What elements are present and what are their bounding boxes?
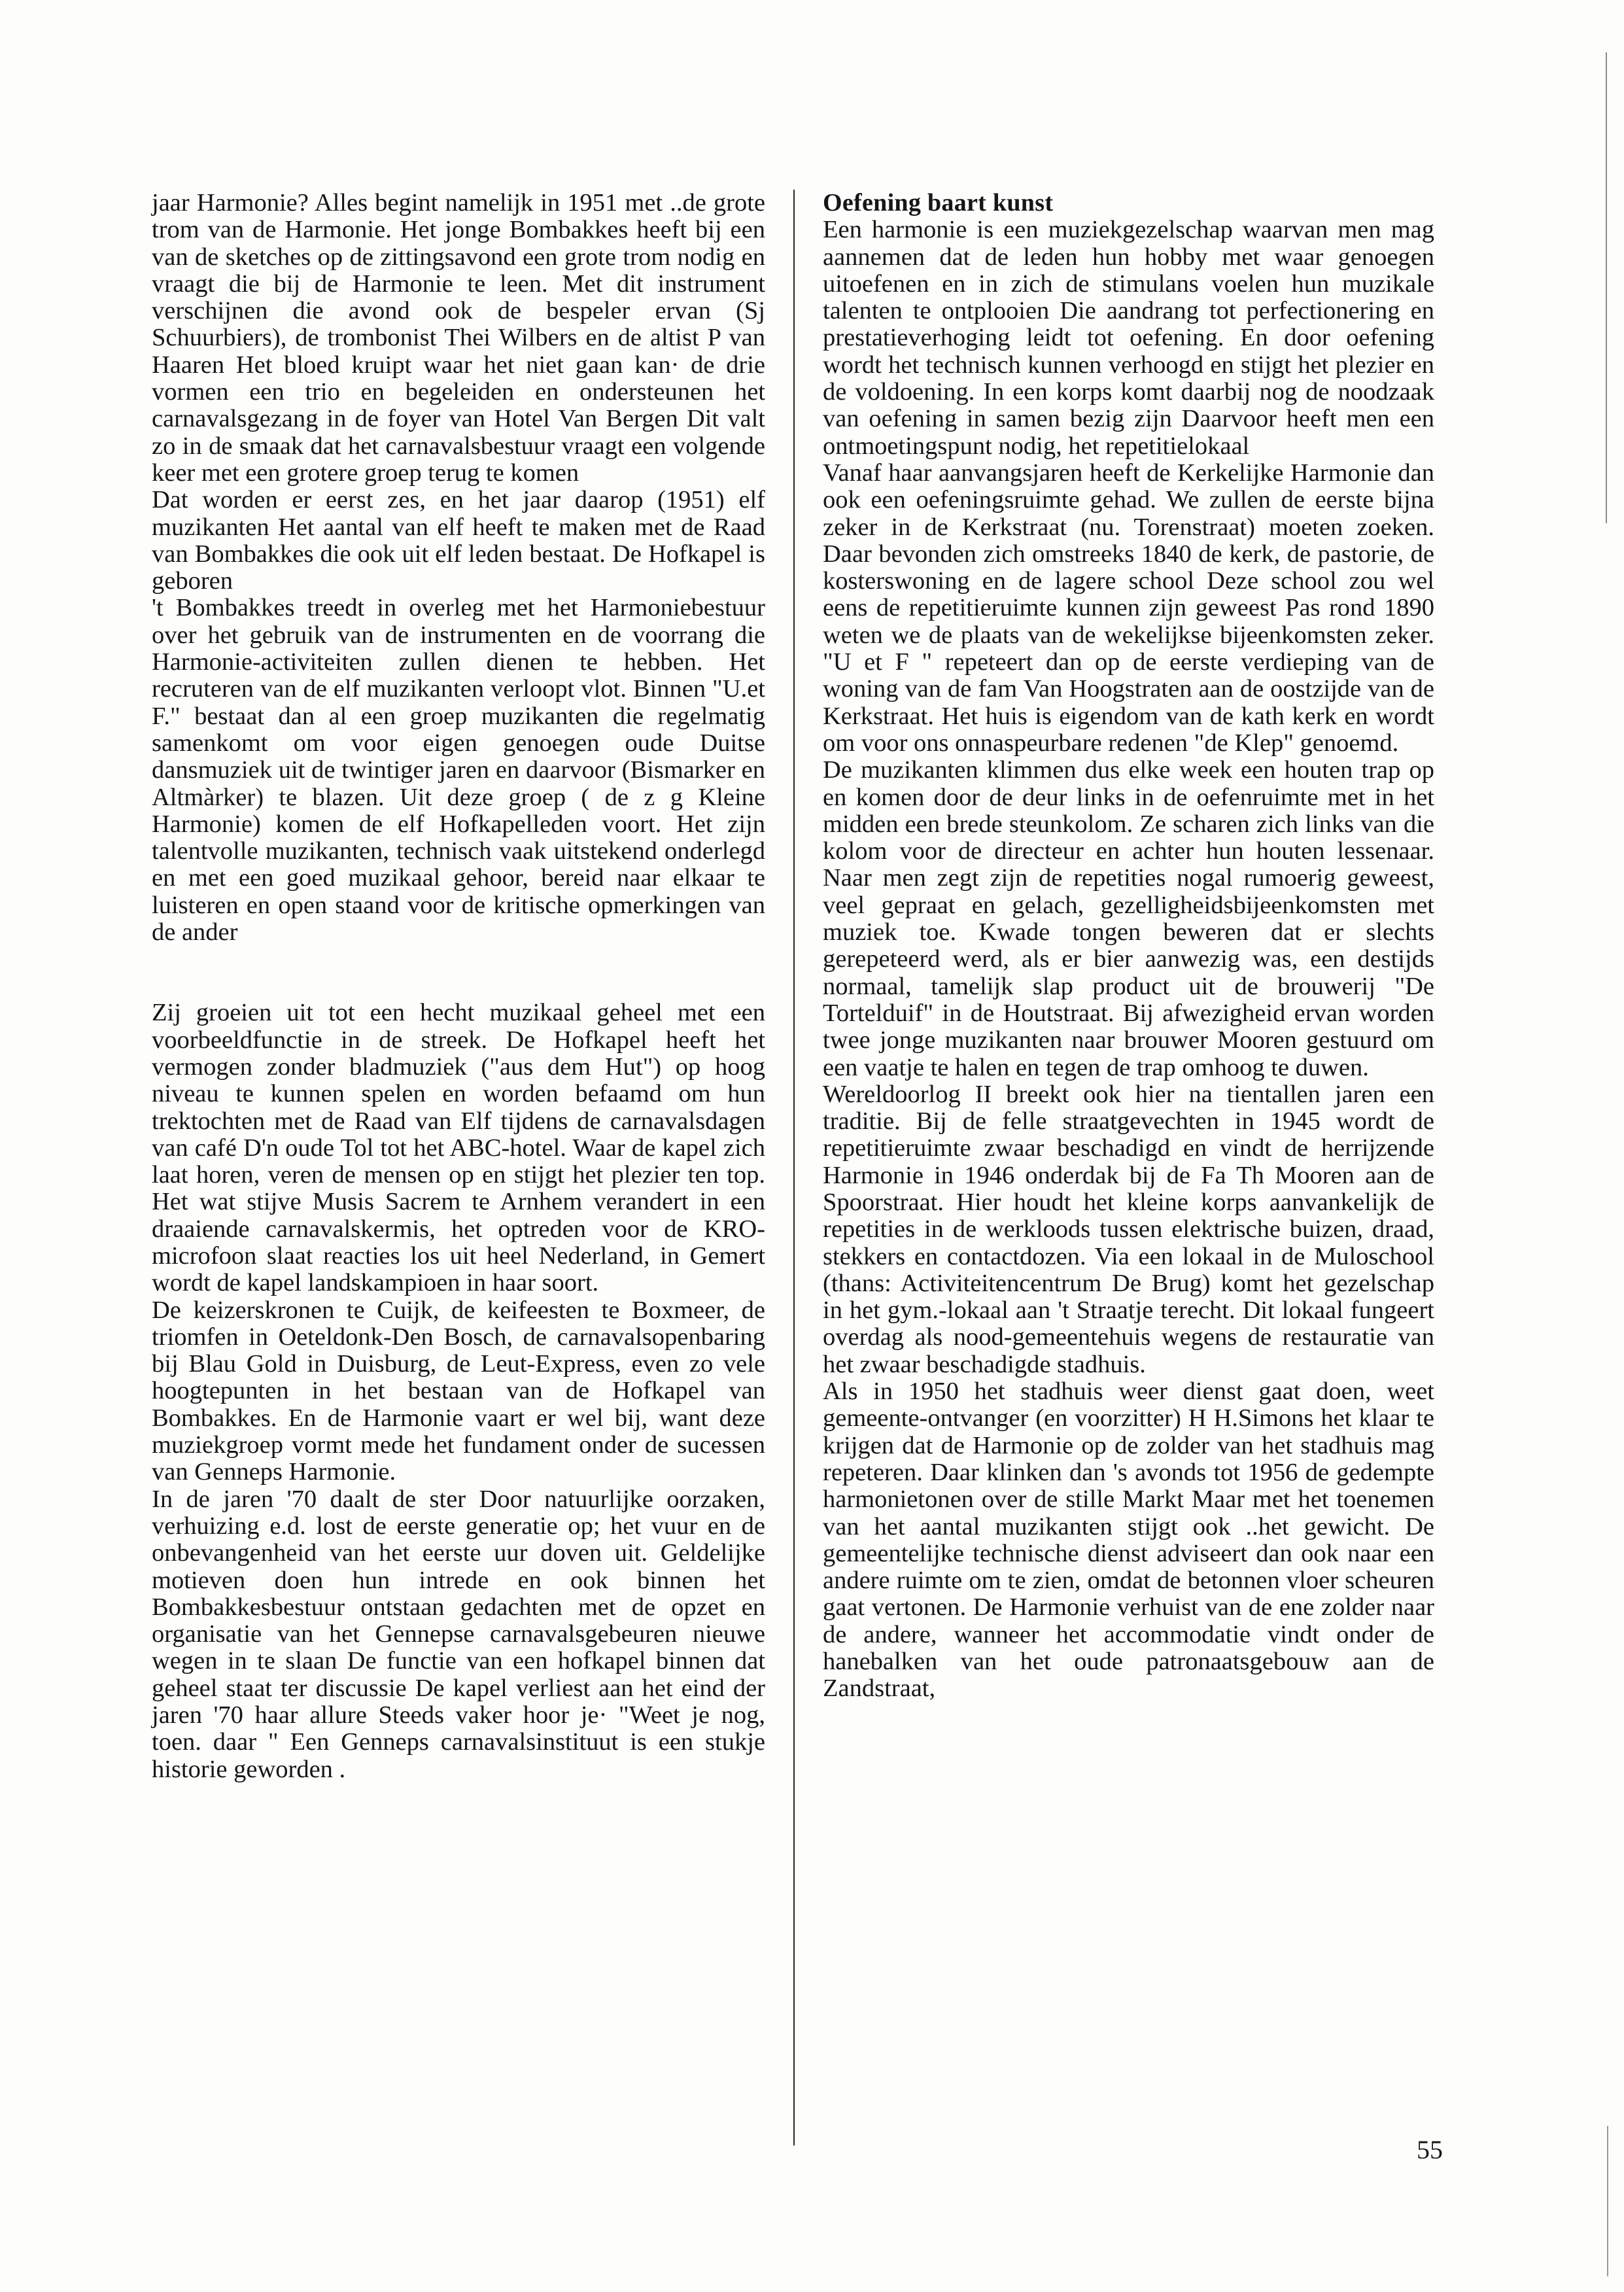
body-paragraph: De keizerskronen te Cuijk, de keifeesten te Boxmeer, de triomfen in Oeteldonk-Den Bosch, de carnavalsopenbaring bij Blau Gold in Duisburg, de Leut-Express, even zo vele hoogtepunten in het bestaan van de Hofkapel van Bombakkes. En de Harmonie vaart er wel bij, want deze muziekgroep vormt mede het fundament onder de sucessen van Genneps Harmonie. — [152, 1296, 765, 1486]
body-paragraph: jaar Harmonie? Alles begint namelijk in 1951 met ..de grote trom van de Harmonie. Het jonge Bombakkes heeft bij een van de sketches op de zittingsavond een grote trom nodig en vraagt die bij de Harmonie te leen. Met dit instrument verschijnen die avond ook de bespeler ervan (Sj Schuurbiers), de trombonist Thei Wilbers en de altist P van Haaren Het bloed kruipt waar het niet gaan kan· de drie vormen een trio en begeleiden en ondersteunen het carnavalsgezang in de foyer van Hotel Van Bergen Dit valt zo in de smaak dat het carnavalsbestuur vraagt een volgende keer met een grotere groep terug te komen — [152, 189, 765, 487]
body-paragraph: Dat worden er eerst zes, en het jaar daarop (1951) elf muzikanten Het aantal van elf heeft te maken met de Raad van Bombakkes die ook uit elf leden bestaat. De Hofkapel is geboren — [152, 486, 765, 595]
body-paragraph: 't Bombakkes treedt in overleg met het Harmoniebestuur over het gebruik van de instrumenten en de voorrang die Harmonie-activiteiten zullen dienen te hebben. Het recruteren van de elf muzikanten verloopt vlot. Binnen "U.et F." bestaat dan al een groep muzikanten die regelmatig samenkomt om voor eigen genoegen oude Duitse dansmuziek uit de twintiger jaren en daarvoor (Bismarker en Altmàrker) te blazen. Uit deze groep ( de z g Kleine Harmonie) komen de elf Hofkapelleden voort. Het zijn talentvolle muzikanten, technisch vaak uitstekend onderlegd en met een goed muzikaal gehoor, bereid naar elkaar te luisteren en open staand voor de kritische opmerkingen van de ander — [152, 594, 765, 946]
body-paragraph: De muzikanten klimmen dus elke week een houten trap op en komen door de deur links in de oefenruimte met in het midden een brede steunkolom. Ze scharen zich links van die kolom voor de directeur en achter hun houten lessenaar. Naar men zegt zijn de repetities nogal rumoerig geweest, veel gepraat en gelach, gezelligheidsbijeenkomsten met muziek toe. Kwade tongen beweren dat er slechts gerepeteerd werd, als er bier aanwezig was, een destijds normaal, tamelijk slap product uit de brouwerij "De Tortelduif" in de Houtstraat. Bij afwezigheid ervan worden twee jonge muzikanten naar brouwer Mooren gestuurd om een vaatje te halen en tegen de trap omhoog te duwen. — [823, 756, 1434, 1081]
body-paragraph: Een harmonie is een muziekgezelschap waarvan men mag aannemen dat de leden hun hobby met waar genoegen uitoefenen en in zich de stimulans voelen hun muzikale talenten te ontplooien Die aandrang tot perfectionering en prestatieverhoging leidt tot oefening. En door oefening wordt het technisch kunnen verhoogd en stijgt het plezier en de voldoening. In een korps komt daarbij nog de noodzaak van oefening in samen bezig zijn Daarvoor heeft men een ontmoetingspunt nodig, het repetitielokaal — [823, 216, 1434, 460]
body-paragraph: Wereldoorlog II breekt ook hier na tientallen jaren een traditie. Bij de felle straatgevechten in 1945 wordt de repetitieruimte zwaar beschadigd en vindt de herrijzende Harmonie in 1946 onderdak bij de Fa Th Mooren aan de Spoorstraat. Hier houdt het kleine korps aanvankelijk de repetities in de werkloods tussen elektrische buizen, draad, stekkers en contactdozen. Via een lokaal in de Muloschool (thans: Activiteitencentrum De Brug) komt het gezelschap in het gym.-lokaal aan 't Straatje terecht. Dit lokaal fungeert overdag als nood-gemeentehuis wegens de restauratie van het zwaar beschadigde stadhuis. — [823, 1080, 1434, 1378]
paragraph-gap — [152, 946, 765, 999]
section-heading: Oefening baart kunst — [823, 189, 1054, 217]
body-paragraph: Zij groeien uit tot een hecht muzikaal geheel met een voorbeeldfunctie in de streek. De Hofkapel heeft het vermogen zonder bladmuziek ("aus dem Hut") op hoog niveau te kunnen spelen en worden befaamd om hun trektochten met de Raad van Elf tijdens de carnavalsdagen van café D'n oude Tol tot het ABC-hotel. Waar de kapel zich laat horen, veren de mensen op en stijgt het plezier ten top. Het wat stijve Musis Sacrem te Arnhem verandert in een draaiende carnavalskermis, het optreden voor de KRO-microfoon slaat reacties los uit heel Nederland, in Gemert wordt de kapel landskampioen in haar soort. — [152, 999, 765, 1297]
page-number: 55 — [1417, 2135, 1443, 2164]
body-paragraph: Als in 1950 het stadhuis weer dienst gaat doen, weet gemeente-ontvanger (en voorzitter) H H.Simons het klaar te krijgen dat de Harmonie op de zolder van het stadhuis mag repeteren. Daar klinken dan 's avonds tot 1956 de gedempte harmonietonen over de stille Markt Maar met het toenemen van het aantal muzikanten stijgt ook ..het gewicht. De gemeentelijke technische dienst adviseert dan ook naar een andere ruimte om te zien, omdat de betonnen vloer scheuren gaat vertonen. De Harmonie verhuist van de ene zolder naar de andere, wanneer het accommodatie vindt onder de hanebalken van het oude patronaatsgebouw aan de Zandstraat, — [823, 1378, 1434, 1703]
right-text-column — [823, 190, 1434, 1703]
scan-edge-line — [1607, 2126, 1608, 2276]
scan-edge-line — [1606, 52, 1607, 523]
body-paragraph: In de jaren '70 daalt de ster Door natuurlijke oorzaken, verhuizing e.d. lost de eerste generatie op; het vuur en de onbevangenheid van het eerste uur doven uit. Geldelijke motieven doen hun intrede en ook binnen het Bombakkesbestuur ontstaan gedachten met de opzet en organisatie van het Gennepse carnavalsgebeuren nieuwe wegen in te slaan De functie van een hofkapel binnen dat geheel staat ter discussie De kapel verliest aan het eind der jaren '70 haar allure Steeds vaker hoor je· "Weet je nog, toen. daar " Een Genneps carnavalsinstituut is een stukje historie geworden . — [152, 1485, 765, 1783]
left-text-column — [152, 190, 765, 1783]
body-paragraph: Vanaf haar aanvangsjaren heeft de Kerkelijke Harmonie dan ook een oefeningsruimte gehad. We zullen de eerste bijna zeker in de Kerkstraat (nu. Torenstraat) moeten zoeken. Daar bevonden zich omstreeks 1840 de kerk, de pastorie, de kosterswoning en de lagere school Deze school zou wel eens de repetitieruimte kunnen zijn geweest Pas rond 1890 weten we de plaats van de wekelijkse bijeenkomsten zeker. "U et F " repeteert dan op de eerste verdieping van de woning van de fam Van Hoogstraten aan de oostzijde van de Kerkstraat. Het huis is eigendom van de kath kerk en wordt om voor ons onnaspeurbare redenen "de Klep" genoemd. — [823, 459, 1434, 757]
column-divider — [793, 190, 795, 2145]
